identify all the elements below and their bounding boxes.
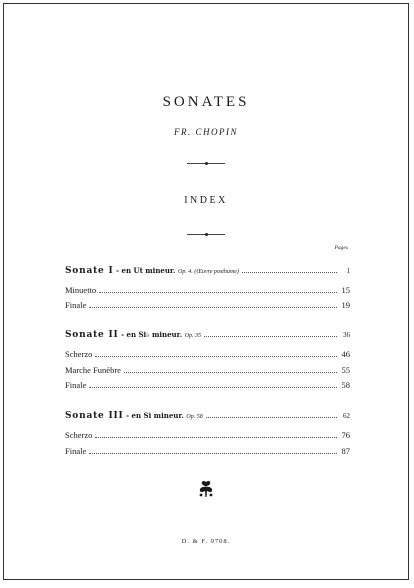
sonata-opus: Op. 4. (Œuvre posthume) [178, 269, 239, 275]
index-entry-movement [65, 445, 350, 457]
index-entry-sonate-3 [65, 409, 350, 421]
sonata-dash: - [121, 330, 124, 339]
page-title: SONATES [162, 94, 250, 110]
page-number: 1 [346, 267, 350, 275]
index-entry-movement [65, 364, 350, 376]
entry-label: Scherzo [65, 349, 93, 359]
entry-label [65, 410, 203, 423]
sonata-opus: Op. 58 [186, 414, 203, 420]
sonata-name: Sonate III [65, 411, 124, 421]
plate-number: D. & F. 9708. [181, 538, 231, 545]
index-entry-movement [65, 299, 350, 311]
page-number: 76 [341, 430, 350, 440]
dot-leader [89, 445, 337, 454]
dot-leader [95, 429, 337, 438]
sonata-dash: - [126, 411, 129, 420]
sonata-dash: - [116, 266, 119, 275]
page-number: 55 [341, 365, 350, 375]
sonata-key: en Si mineur. [131, 411, 184, 420]
pages-column-label: Pages [334, 245, 348, 251]
index-entry-movement [65, 348, 350, 360]
index-entry-movement [65, 284, 350, 296]
index-entry-sonate-1 [65, 264, 350, 276]
index-entry-sonate-2 [65, 328, 350, 340]
sonata-name: Sonate I [65, 266, 114, 276]
divider-rule [187, 234, 225, 235]
index-heading: INDEX [184, 195, 228, 206]
sonata-key: en Ut mineur. [121, 266, 176, 275]
entry-label: Minuetto [65, 285, 97, 295]
score-index-page [3, 3, 409, 580]
dot-leader [95, 348, 337, 357]
entry-label: Finale [65, 380, 87, 390]
page-number: 87 [341, 446, 350, 456]
dot-leader [124, 364, 337, 373]
divider-rule [187, 163, 225, 164]
dot-leader [242, 264, 337, 273]
entry-label: Scherzo [65, 430, 93, 440]
page-number: 62 [343, 412, 350, 420]
dot-leader [89, 379, 337, 388]
sonata-opus: Op. 35 [184, 333, 202, 339]
entry-label: Finale [65, 446, 87, 456]
dot-leader [89, 299, 337, 308]
entry-label [65, 329, 201, 342]
index-entry-movement [65, 429, 350, 441]
dot-leader [204, 328, 337, 337]
page-number: 15 [341, 285, 350, 295]
page-number: 19 [341, 300, 350, 310]
page-number: 36 [343, 331, 350, 339]
page-number: 46 [341, 349, 350, 359]
index-entry-movement [65, 379, 350, 391]
entry-label: Marche Funèbre [65, 365, 121, 375]
page-number: 58 [341, 380, 350, 390]
sonata-name: Sonate II [65, 330, 119, 340]
dot-leader [99, 284, 337, 293]
composer-name: FR. CHOPIN [174, 127, 238, 137]
dot-leader [206, 409, 337, 418]
entry-label: Finale [65, 300, 87, 310]
floral-ornament-icon [4, 480, 408, 501]
entry-label [65, 265, 239, 278]
sonata-key: en Si♭ mineur. [126, 330, 183, 339]
